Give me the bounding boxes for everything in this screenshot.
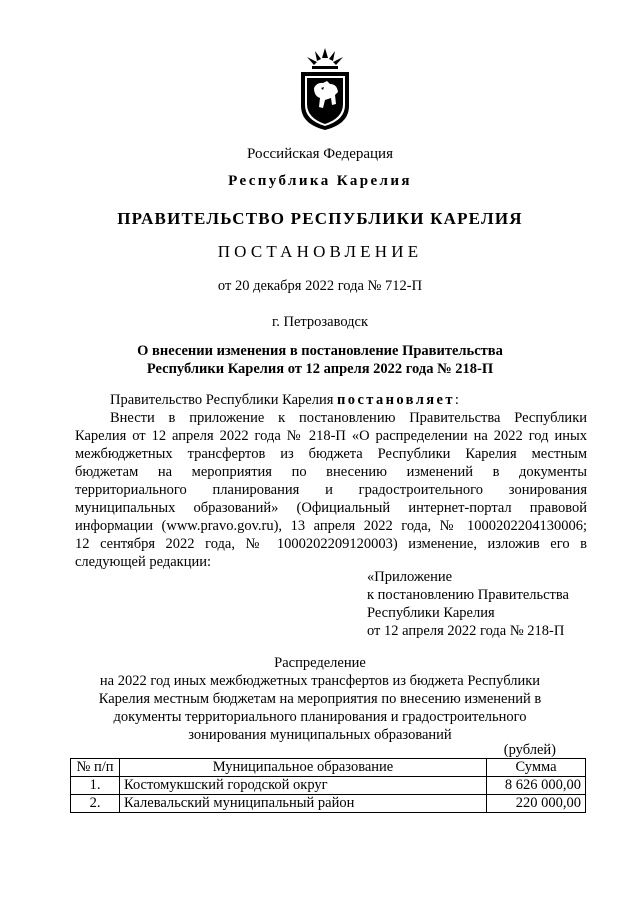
- row-municipality: Костомукшский городской округ: [120, 777, 487, 795]
- preamble-text: Правительство Республики Карелия: [110, 392, 334, 408]
- distribution-subtitle: на 2022 год иных межбюджетных трансфертов из бюджета Республики: [99, 673, 541, 689]
- decree-date-number: от 20 декабря 2022 года № 712-П: [217, 278, 423, 294]
- document-type: ПОСТАНОВЛЕНИЕ: [217, 242, 423, 261]
- federation-line: Российская Федерация: [247, 146, 393, 162]
- table-row: [71, 777, 586, 795]
- distribution-subtitle: Карелия местным бюджетам на мероприятия по внесению изменений в: [98, 691, 542, 707]
- body-line: муниципальных образований» (Официальный интернет-портал правовой: [75, 500, 587, 516]
- body-line: 12 сентября 2022 года, № 1000202209120003) изменение, изложив его в: [75, 536, 587, 552]
- body-line: бюджетам на мероприятия по внесению изменений в документы: [75, 464, 587, 480]
- column-header-sum: Сумма: [487, 759, 586, 777]
- distribution-heading: Распределение: [274, 655, 366, 671]
- body-line: информации (www.pravo.gov.ru), 13 апреля 2022 года, № 1000202204130006;: [75, 518, 587, 534]
- distribution-subtitle: зонирования муниципальных образований: [188, 727, 452, 743]
- appendix-reference: Республики Карелия: [367, 605, 495, 621]
- row-sum: 8 626 000,00: [487, 777, 586, 795]
- row-number: 2.: [71, 795, 120, 813]
- distribution-table: [70, 758, 586, 813]
- city-line: г. Петрозаводск: [271, 314, 369, 330]
- body-line: следующей редакции:: [75, 554, 212, 570]
- republic-line: Республика Карелия: [228, 173, 412, 189]
- decree-title-line-2: Республики Карелия от 12 апреля 2022 года № 218-П: [146, 361, 494, 377]
- body-line: Внести в приложение к постановлению Правительства Республики: [110, 410, 587, 426]
- row-municipality: Калевальский муниципальный район: [120, 795, 487, 813]
- appendix-label: «Приложение: [367, 569, 453, 585]
- body-line: территориального планирования и градостроительного зонирования: [75, 482, 587, 498]
- preamble-decrees: постановляет: [337, 392, 455, 408]
- column-header-municipality: Муниципальное образование: [120, 759, 487, 777]
- row-number: 1.: [71, 777, 120, 795]
- preamble: [110, 391, 459, 409]
- column-header-number: № п/п: [71, 759, 120, 777]
- preamble-colon: :: [454, 392, 459, 408]
- appendix-reference: от 12 апреля 2022 года № 218-П: [367, 623, 565, 639]
- body-line: межбюджетных трансфертов из бюджета Республики Карелия местным: [75, 446, 587, 462]
- karelia-coat-of-arms-icon: [297, 48, 353, 132]
- table-row: [71, 795, 586, 813]
- government-heading: ПРАВИТЕЛЬСТВО РЕСПУБЛИКИ КАРЕЛИЯ: [117, 209, 523, 228]
- appendix-reference: к постановлению Правительства: [367, 587, 569, 603]
- decree-title-line-1: О внесении изменения в постановление Правительства: [137, 343, 503, 359]
- body-line: Карелия от 12 апреля 2022 года № 218-П «О распределении на 2022 год иных: [75, 428, 587, 444]
- table-header-row: [71, 759, 586, 777]
- currency-unit: (рублей): [503, 742, 556, 758]
- row-sum: 220 000,00: [487, 795, 586, 813]
- distribution-subtitle: документы территориального планирования и градостроительного: [113, 709, 527, 725]
